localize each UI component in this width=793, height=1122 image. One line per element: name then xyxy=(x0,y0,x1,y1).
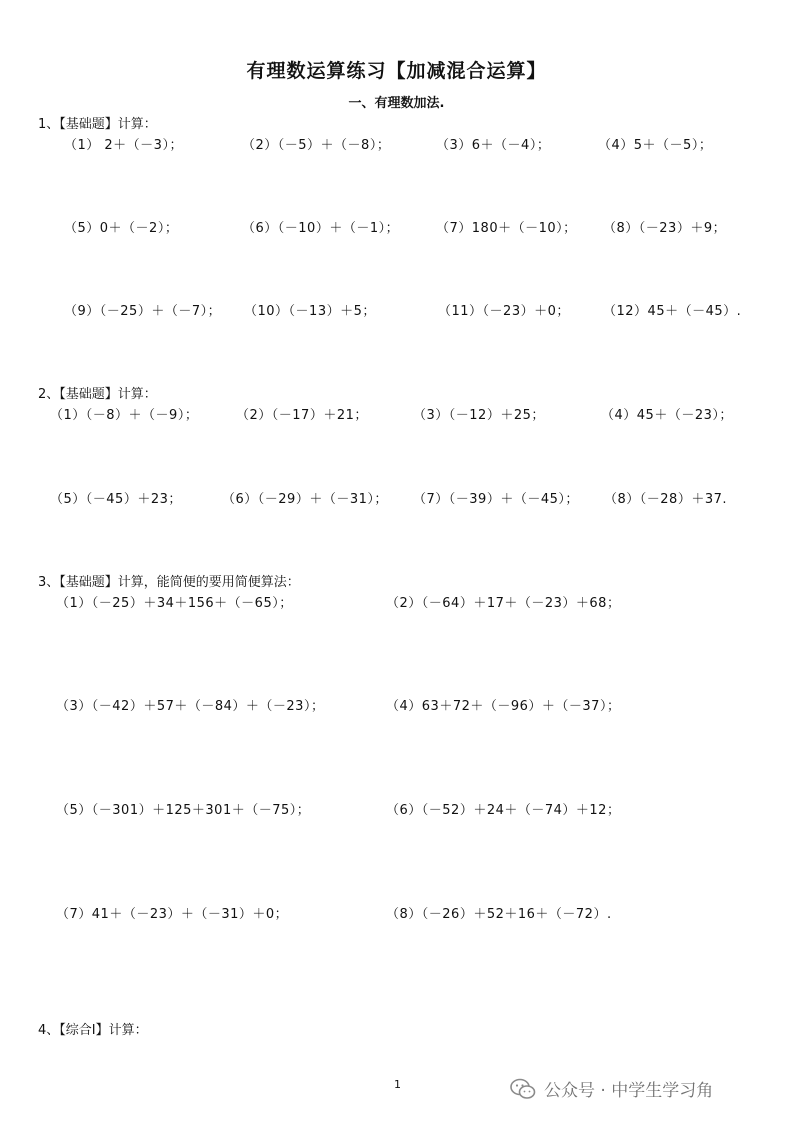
section-4-heading: 4、【综合Ⅰ】计算： xyxy=(38,1023,148,1038)
problem-2-3: （3）（－12）＋25； xyxy=(413,408,545,423)
problem-3-4: （4）63＋72＋（－96）＋（－37）； xyxy=(386,699,621,714)
problem-1-7: （7）180＋（－10）； xyxy=(436,221,577,236)
problem-2-5: （5）（－45）＋23； xyxy=(50,492,182,507)
watermark-text: 公众号 · 中学生学习角 xyxy=(544,1081,714,1101)
problem-2-6: （6）（－29）＋（－31）； xyxy=(222,492,388,507)
problem-1-1: （1） 2＋（－3）； xyxy=(64,138,183,153)
problem-3-1: （1）（－25）＋34＋156＋（－65）； xyxy=(56,596,293,611)
problem-1-12: （12）45＋（－45）. xyxy=(603,304,742,319)
watermark xyxy=(510,1076,713,1101)
problem-3-2: （2）（－64）＋17＋（－23）＋68； xyxy=(386,596,621,611)
problem-3-6: （6）（－52）＋24＋（－74）＋12； xyxy=(386,803,621,818)
section-2-heading: 2、【基础题】计算： xyxy=(38,387,157,402)
problem-2-4: （4）45＋（－23）； xyxy=(601,408,733,423)
problem-2-8: （8）（－28）＋37. xyxy=(604,492,727,507)
problem-1-4: （4）5＋（－5）； xyxy=(598,138,713,153)
problem-3-7: （7）41＋（－23）＋（－31）＋0； xyxy=(56,907,289,922)
page-subtitle: 一、有理数加法. xyxy=(348,96,445,111)
page-title: 有理数运算练习【加减混合运算】 xyxy=(246,60,547,82)
problem-1-6: （6）（－10）＋（－1）； xyxy=(242,221,400,236)
problem-3-8: （8）（－26）＋52＋16＋（－72）. xyxy=(386,907,612,922)
problem-1-10: （10）（－13）＋5； xyxy=(244,304,376,319)
page-number: 1 xyxy=(394,1078,401,1091)
problem-2-2: （2）（－17）＋21； xyxy=(236,408,368,423)
section-3-heading: 3、【基础题】计算，能简便的要用简便算法： xyxy=(38,575,300,590)
problem-1-9: （9）（－25）＋（－7）； xyxy=(64,304,222,319)
problem-1-8: （8）（－23）＋9； xyxy=(603,221,727,236)
problem-2-1: （1）（－8）＋（－9）； xyxy=(50,408,199,423)
problem-1-5: （5）0＋（－2）； xyxy=(64,221,179,236)
problem-3-3: （3）（－42）＋57＋（－84）＋（－23）； xyxy=(56,699,325,714)
problem-2-7: （7）（－39）＋（－45）； xyxy=(413,492,579,507)
problem-1-3: （3）6＋（－4）； xyxy=(436,138,551,153)
problem-3-5: （5）（－301）＋125＋301＋（－75）； xyxy=(56,803,311,818)
problem-1-11: （11）（－23）＋0； xyxy=(438,304,570,319)
wechat-icon xyxy=(510,1078,536,1100)
section-1-heading: 1、【基础题】计算： xyxy=(38,117,157,132)
problem-1-2: （2）（－5）＋（－8）； xyxy=(242,138,391,153)
